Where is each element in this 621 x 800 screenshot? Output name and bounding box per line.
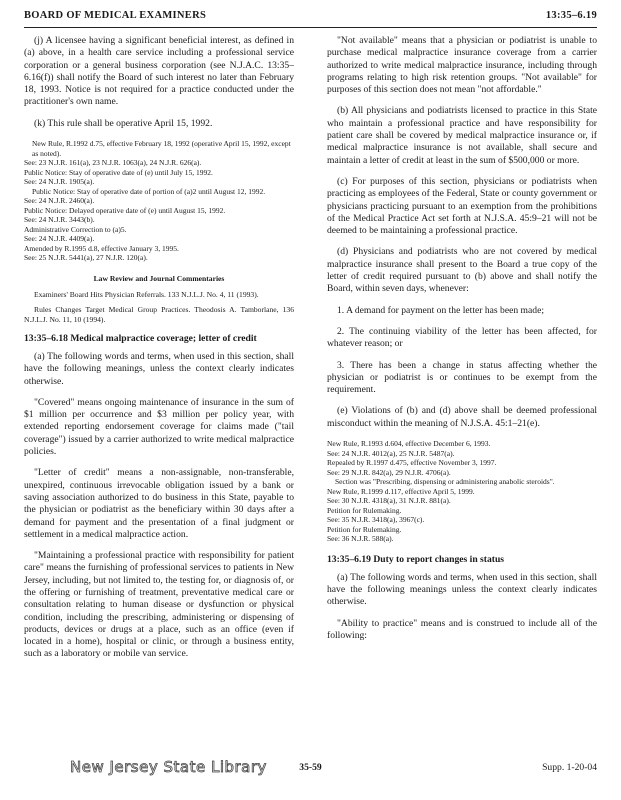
history-note: See: 24 N.J.R. 3443(b). xyxy=(24,215,95,225)
history-note: New Rule, R.1992 d.75, effective February 18, 1992 (operative April 15, 1992, except as noted). xyxy=(32,139,291,158)
history-note: Petition for Rulemaking. xyxy=(327,524,402,534)
paragraph-c: (c) For purposes of this section, physicians or podiatrists when practicing as employees of the Federal, State or county government or physicians practicing pursuant to an exemption from the prohibitions of the Medical Practice Act set forth at N.J.S.A. 45:9–21 will not be deemed to be maintaining a professional practice. xyxy=(327,175,597,237)
history-note: See: 25 N.J.R. 5441(a), 27 N.J.R. 120(a). xyxy=(24,253,148,263)
definition-ability-to-practice: "Ability to practice" means and is construed to include all of the following: xyxy=(327,617,597,641)
page-footer xyxy=(24,758,597,778)
history-note: See: 24 N.J.R. 1905(a). xyxy=(24,177,95,187)
history-note: New Rule, R.1999 d.117, effective April 5, 1999. xyxy=(327,486,475,496)
paragraph-k: (k) This rule shall be operative April 15, 1992. xyxy=(34,117,213,129)
paragraph-d: (d) Physicians and podiatrists who are not covered by medical malpractice insurance shall present to the Board a true copy of the letter of credit required pursuant to (b) above and shall notify the Board, within seven days, whenever: xyxy=(327,246,597,295)
history-note: New Rule, R.1993 d.604, effective December 6, 1993. xyxy=(327,439,491,449)
supplement-date: Supp. 1-20-04 xyxy=(542,762,597,773)
definition-maintaining-practice: "Maintaining a professional practice with responsibility for patient care" means the furnishing of professional services to patients in New Jersey, including, but not limited to, the testing for, or diagnosis of, or the offering or furnishing of treatment, preventative medical care or consultation relating to human disease or dysfunction or physical condition, including the prescribing, administering or dispensing of products, devices or drugs at a place, such as an office (even if located in a home), hospital or clinic, or through a business entity, such as a laboratory or mobile van service. xyxy=(24,550,294,660)
history-note: Section was "Prescribing, dispensing or administering anabolic steroids". xyxy=(335,477,555,487)
paragraph-a: (a) The following words and terms, when used in this section, shall have the following meanings, unless the context clearly indicates otherwise. xyxy=(24,350,294,387)
history-note: See: 23 N.J.R. 161(a), 23 N.J.R. 1063(a), 24 N.J.R. 626(a). xyxy=(24,158,202,168)
history-notes-6-18 xyxy=(327,439,597,544)
history-notes-6-17 xyxy=(24,139,294,263)
library-watermark: New Jersey State Library xyxy=(70,758,267,776)
left-column xyxy=(24,35,294,750)
history-note: Amended by R.1995 d.8, effective January 3, 1995. xyxy=(24,243,179,253)
paragraph-j: (j) A licensee having a significant beneficial interest, as defined in (a) above, in a health care service including a professional service corporation or a general business corporation (see N.J.A.C. 13:35–6.16(f)) shall notify the Board of such interest no later than February 18, 1993. Notice is not required for a practice conducted under the practitioner's own name. xyxy=(24,35,294,108)
list-item-1: 1. A demand for payment on the letter has been made; xyxy=(337,304,545,316)
definition-not-available: "Not available" means that a physician or podiatrist is unable to purchase medical malpractice insurance coverage from a carrier authorized to write medical malpractice insurance, including through programs relating to high risk retention groups. "Not available" for purposes of this section does not mean "not affordable." xyxy=(327,35,597,96)
page-header xyxy=(24,10,597,26)
history-note: See: 35 N.J.R. 3418(a), 3967(c). xyxy=(327,515,425,525)
right-column xyxy=(327,35,597,750)
paragraph-e: (e) Violations of (b) and (d) above shall be deemed professional misconduct within the meaning of N.J.S.A. 45:1–21(e). xyxy=(327,405,597,429)
section-number: 13:35–6.19 xyxy=(545,10,597,21)
paragraph-b: (b) All physicians and podiatrists licensed to practice in this State who maintain a professional practice and have responsibility for patient care shall be covered by medical malpractice insurance or, if medical malpractice insurance is not available, shall secure and maintain a letter of credit at least in the sum of $500,000 or more. xyxy=(327,105,597,166)
history-note: See: 30 N.J.R. 4318(a), 31 N.J.R. 881(a). xyxy=(327,496,451,506)
section-heading-6-19: 13:35–6.19 Duty to report changes in status xyxy=(327,553,505,565)
history-note: Administrative Correction to (a)5. xyxy=(24,224,127,234)
history-note: See: 29 N.J.R. 842(a), 29 N.J.R. 4706(a). xyxy=(327,467,451,477)
history-note: Repealed by R.1997 d.475, effective November 3, 1997. xyxy=(327,458,497,468)
history-note: See: 36 N.J.R. 588(a). xyxy=(327,534,394,544)
list-item-2: 2. The continuing viability of the letter has been affected, for whatever reason; or xyxy=(327,325,597,350)
history-note: Public Notice: Stay of operative date of portion of (a)2 until August 12, 1992. xyxy=(32,186,266,196)
definition-letter-of-credit: "Letter of credit" means a non-assignable, non-transferable, unexpired, continuous irrevocable obligation issued by a bank or saving association authorized to do business in this State, payable to the physician or podiatrist as the beneficiary within 30 days after a demand for payment and the presentation of a final judgment or settlement in a medical malpractice action. xyxy=(24,467,294,540)
law-review-heading: Law Review and Journal Commentaries xyxy=(93,273,225,283)
list-item-3: 3. There has been a change in status affecting whether the physician or podiatrist is or continues to be exempt from the requirement. xyxy=(327,359,597,396)
page-number: 35-59 xyxy=(299,762,322,773)
law-review-entry: Rules Changes Target Medical Group Practices. Theodosis A. Tamborlane, 136 N.J.L.J. No. 11, 10 (1994). xyxy=(24,305,294,325)
history-note: See: 24 N.J.R. 4012(a), 25 N.J.R. 5487(a). xyxy=(327,448,455,458)
definition-covered: "Covered" means ongoing maintenance of insurance in the sum of $1 million per occurrence and $3 million per policy year, with extended reporting endorsement coverage for claims made ("tail coverage") issued by a carrier authorized to write medical malpractice policies. xyxy=(24,396,294,458)
header-rule xyxy=(24,27,597,28)
history-note: See: 24 N.J.R. 2460(a). xyxy=(24,196,95,206)
law-review-entry: Examiners' Board Hits Physician Referrals. 133 N.J.L.J. No. 4, 11 (1993). xyxy=(34,289,259,299)
history-note: Public Notice: Stay of operative date of (e) until July 15, 1992. xyxy=(24,167,213,177)
history-note: Public Notice: Delayed operative date of (e) until August 15, 1992. xyxy=(24,205,226,215)
history-note: See: 24 N.J.R. 4409(a). xyxy=(24,234,95,244)
history-note: Petition for Rulemaking. xyxy=(327,505,402,515)
paragraph-a-6-19: (a) The following words and terms, when used in this section, shall have the following meanings unless the context clearly indicates otherwise. xyxy=(327,571,597,608)
section-heading-6-18: 13:35–6.18 Medical malpractice coverage; letter of credit xyxy=(24,332,257,344)
chapter-title: BOARD OF MEDICAL EXAMINERS xyxy=(24,10,207,21)
